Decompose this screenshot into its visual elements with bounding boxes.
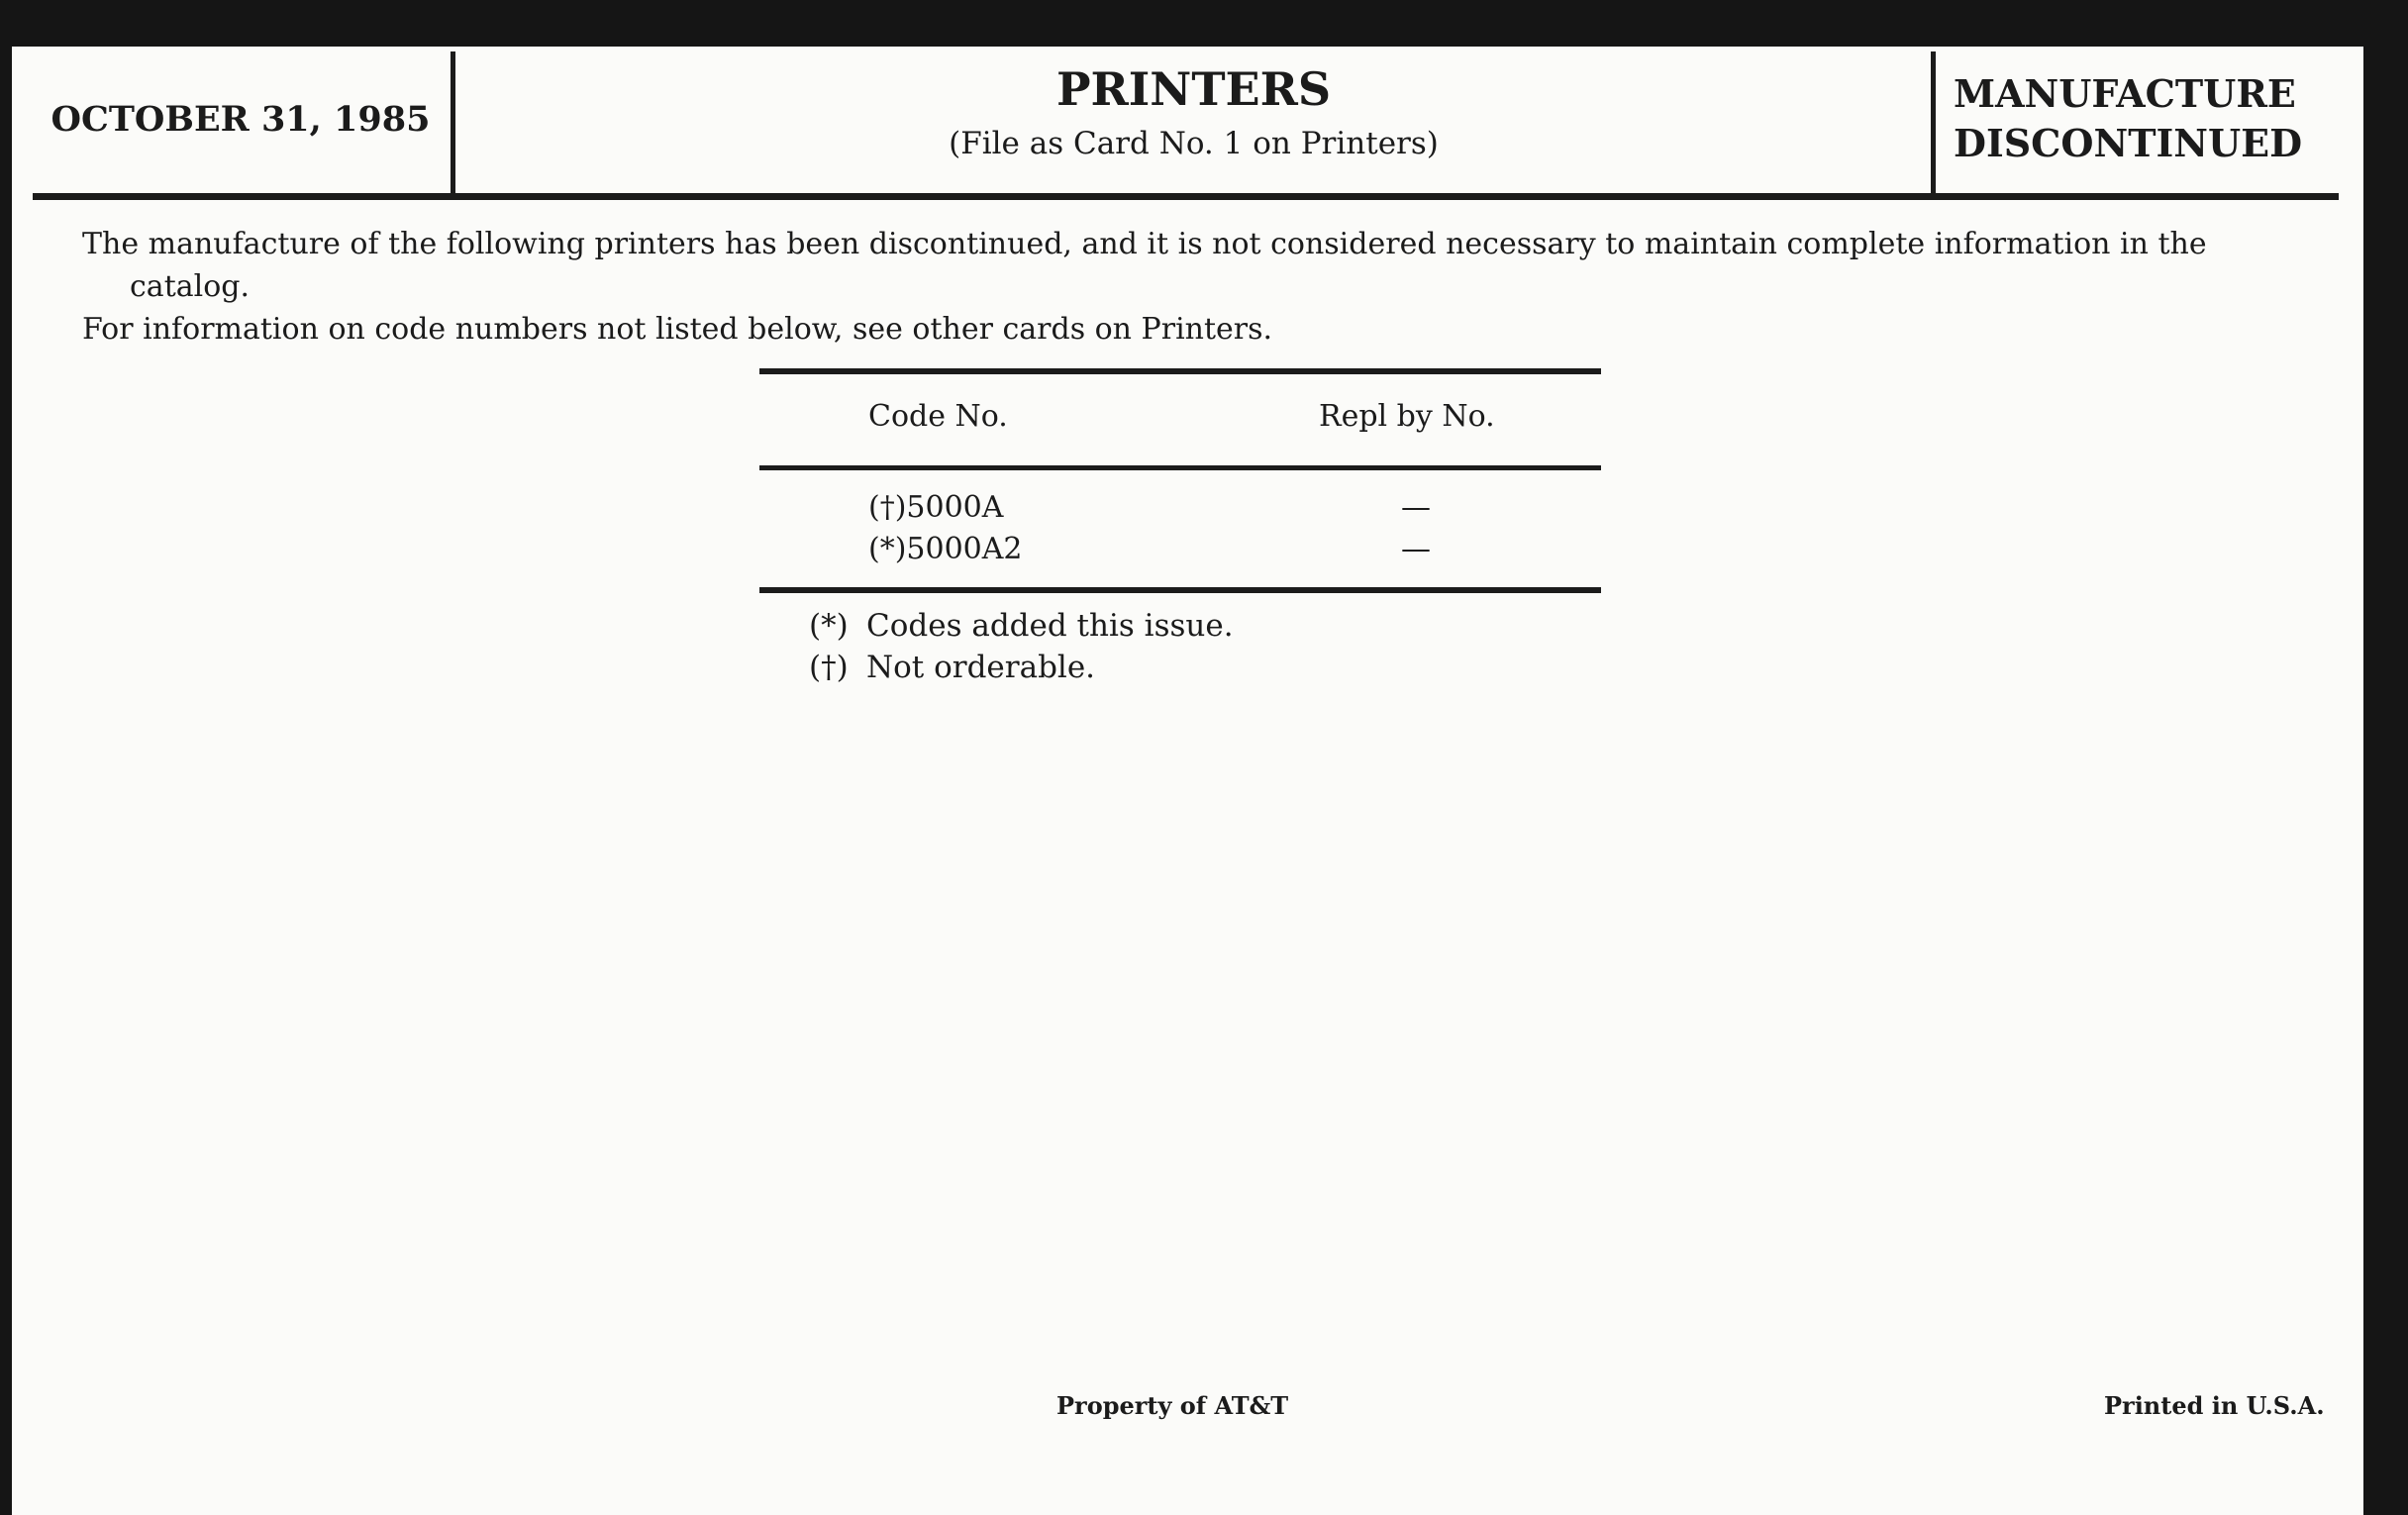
codes-table (759, 368, 1601, 688)
table-row (759, 490, 1601, 532)
table-body (759, 470, 1601, 587)
page-subtitle: (File as Card No. 1 on Printers) (949, 126, 1439, 161)
note-item (809, 605, 1601, 647)
header-divider (1931, 51, 1936, 196)
issue-date: OCTOBER 31, 1985 (50, 99, 431, 140)
note-symbol: (*) (809, 608, 849, 644)
note-symbol: (†) (809, 650, 849, 685)
card-header (33, 51, 2339, 196)
table-bottom-rule (759, 587, 1601, 593)
header-rule (33, 193, 2339, 200)
column-header-repl: Repl by No. (1319, 399, 1495, 434)
note-text: Codes added this issue. (866, 608, 1234, 644)
repl-cell: — (1401, 490, 1431, 525)
status-label (1954, 69, 2302, 168)
intro-text (82, 223, 2290, 351)
page-title: PRINTERS (1055, 62, 1332, 116)
header-title-block (458, 59, 1929, 166)
intro-paragraph: For information on code numbers not listed below, see other cards on Printers. (82, 312, 1273, 347)
note-text: Not orderable. (866, 650, 1096, 685)
column-header-code: Code No. (868, 399, 1008, 434)
table-notes (759, 605, 1601, 688)
table-row (759, 532, 1601, 573)
repl-cell: — (1401, 532, 1431, 566)
footer-printed: Printed in U.S.A. (2104, 1391, 2325, 1420)
header-divider (451, 51, 455, 196)
intro-paragraph: The manufacture of the following printers has been discontinued, and it is not considered necessary to maintain complete information in the catalog. (82, 227, 2207, 304)
code-cell: (†)5000A (868, 490, 1004, 525)
table-header (759, 374, 1601, 465)
note-item (809, 647, 1601, 688)
catalog-card (12, 47, 2363, 1515)
code-cell: (*)5000A2 (868, 532, 1023, 566)
status-line: MANUFACTURE (1954, 71, 2296, 116)
status-line: DISCONTINUED (1954, 121, 2303, 165)
footer-property: Property of AT&T (1056, 1391, 1289, 1420)
